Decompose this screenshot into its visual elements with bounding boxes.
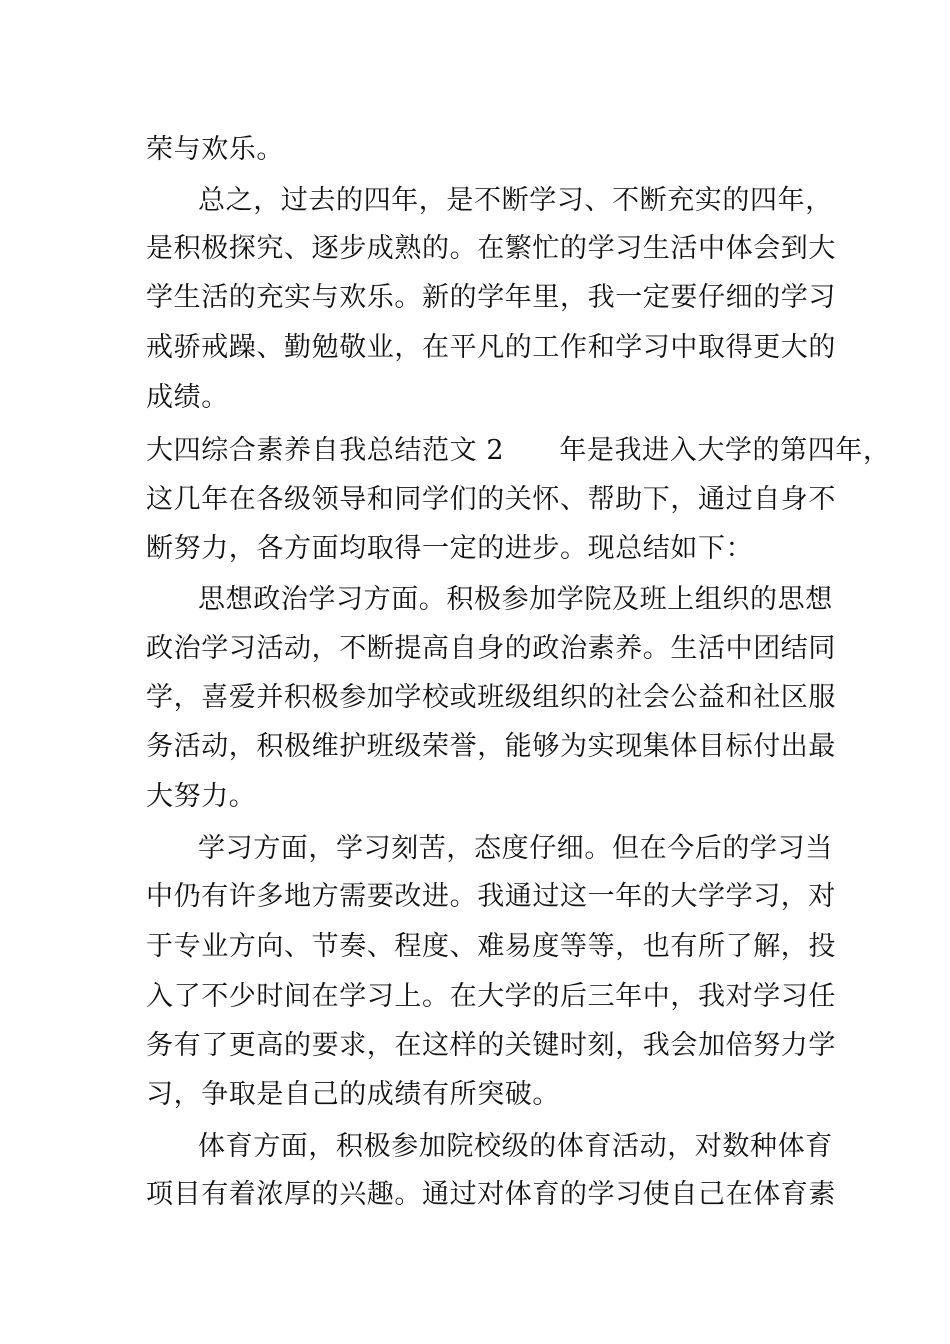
text-line: 总之，过去的四年，是不断学习、不断充实的四年， <box>198 185 833 216</box>
text-line: 中仍有许多地方需要改进。我通过这一年的大学学习，对 <box>146 881 836 912</box>
text-line: 学习方面，学习刻苦，态度仔细。但在今后的学习当 <box>198 833 833 864</box>
text-line: 是积极探究、逐步成熟的。在繁忙的学习生活中体会到大 <box>146 233 836 264</box>
text-line: 思想政治学习方面。积极参加学院及班上组织的思想 <box>198 584 833 615</box>
text-line: 入了不少时间在学习上。在大学的后三年中，我对学习任 <box>146 981 836 1012</box>
text-line: 荣与欢乐。 <box>146 134 284 165</box>
text-line: 政治学习活动，不断提高自身的政治素养。生活中团结同 <box>146 633 836 664</box>
text-line: 于专业方向、节奏、程度、难易度等等，也有所了解，投 <box>146 931 836 962</box>
text-line: 成绩。 <box>146 382 229 413</box>
text-line: 大努力。 <box>146 781 257 812</box>
text-line: 务活动，积极维护班级荣誉，能够为实现集体目标付出最 <box>146 731 836 762</box>
text-line: 习，争取是自己的成绩有所突破。 <box>146 1079 560 1110</box>
text-line: 体育方面，积极参加院校级的体育活动，对数种体育 <box>198 1131 833 1162</box>
text-line: 项目有着浓厚的兴趣。通过对体育的学习使自己在体育素 <box>146 1179 836 1210</box>
text-line: 这几年在各级领导和同学们的关怀、帮助下，通过自身不 <box>146 484 836 515</box>
text-line: 学生活的充实与欢乐。新的学年里，我一定要仔细的学习 <box>146 282 836 313</box>
section-heading-line: 大四综合素养自我总结范文 2 年是我进入大学的第四年， <box>146 435 891 466</box>
text-line: 务有了更高的要求，在这样的关键时刻，我会加倍努力学 <box>146 1030 836 1061</box>
text-line: 戒骄戒躁、勤勉敬业，在平凡的工作和学习中取得更大的 <box>146 332 836 363</box>
text-line: 断努力，各方面均取得一定的进步。现总结如下： <box>146 533 754 564</box>
text-line: 学，喜爱并积极参加学校或班级组织的社会公益和社区服 <box>146 682 836 713</box>
